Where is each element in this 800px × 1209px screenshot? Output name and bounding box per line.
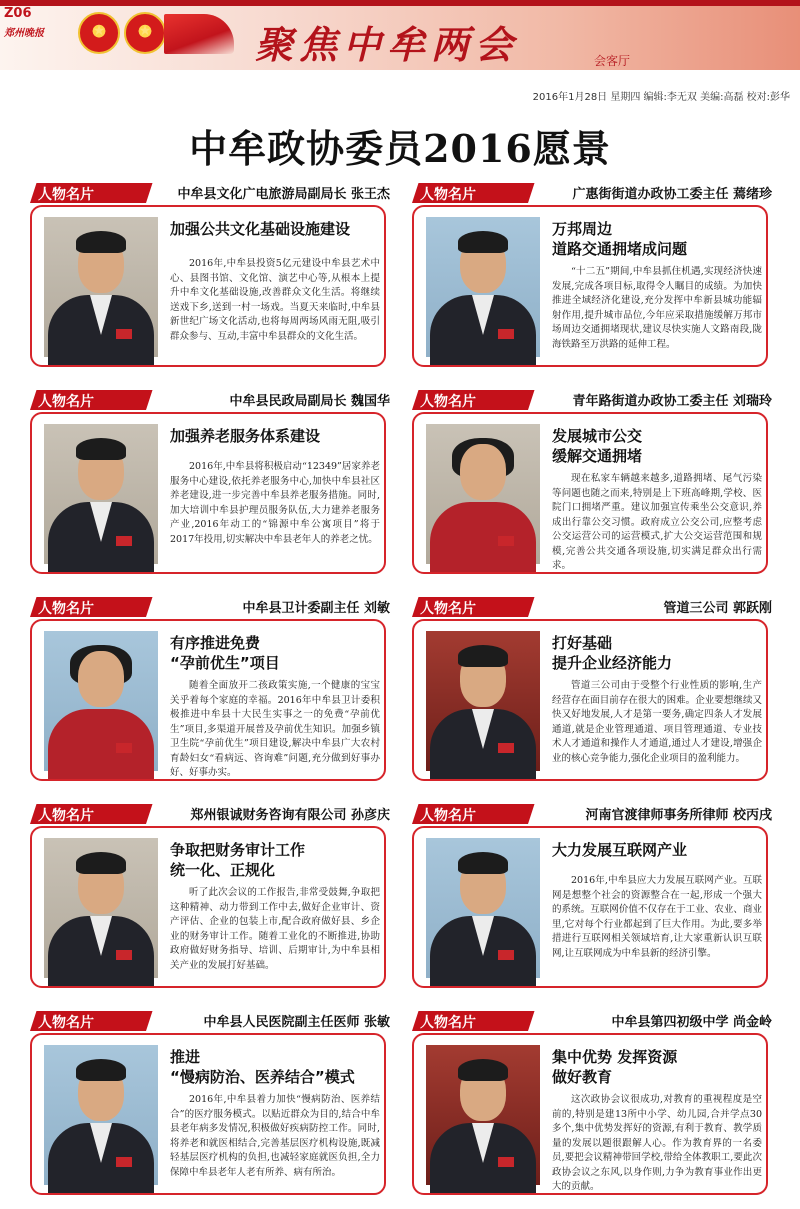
person-card-7 xyxy=(412,804,772,996)
tag-label: 人物名片 xyxy=(420,808,476,824)
card-frame xyxy=(30,826,386,988)
person-card-0 xyxy=(30,183,390,375)
page-header xyxy=(0,0,800,70)
tag-label: 人物名片 xyxy=(38,601,94,617)
person-position: 中牟县文化广电旅游局副局长 张王杰 xyxy=(177,187,390,202)
tag-label: 人物名片 xyxy=(420,394,476,410)
card-frame xyxy=(412,619,768,781)
person-card-3 xyxy=(412,390,772,582)
person-card-8 xyxy=(30,1011,390,1203)
person-card-5 xyxy=(412,597,772,789)
card-body: 随着全面放开二孩政策实施,一个健康的宝宝关乎着每个家庭的幸福。2016年中牟县卫计委积极推进中牟县十大民生实事之一的免费“孕前优生”项目,多渠道开展普及孕前优生知识。加强乡镇卫生院“孕前优生”项目建设,解决中牟县广大农村育龄妇女“看病远、咨询难”问题,充分做到好事办好、好事办实。 xyxy=(170,680,380,778)
date-editor-line: 2016年1月28日 星期四 编辑:李无双 美编:高磊 校对:彭华 xyxy=(532,92,790,103)
portrait-photo xyxy=(44,217,158,357)
page-number: Z06 xyxy=(4,6,32,21)
person-position: 青年路街道办政协工委主任 刘瑞玲 xyxy=(572,394,772,409)
card-frame xyxy=(412,205,768,367)
person-position: 河南官渡律师事务所律师 校丙戌 xyxy=(585,808,772,823)
banner-title: 聚焦中牟两会 xyxy=(255,22,520,67)
tag-label: 人物名片 xyxy=(420,187,476,203)
red-flag-decoration xyxy=(164,14,234,54)
portrait-photo xyxy=(44,1045,158,1185)
card-frame xyxy=(412,826,768,988)
banner-subtitle: 会客厅 xyxy=(594,54,631,68)
portrait-photo xyxy=(426,217,540,357)
card-body: 2016年,中牟县投资5亿元建设中牟县艺术中心、县图书馆、文化馆、演艺中心等,从根本上提升中牟文化基础设施,改善群众文化生活。将继续送戏下乡,送到一村一场戏。当夏天来临时,中牟县新世纪广场文化活动,也将每周两场风雨无阻,吸引群众参与、互动,丰富中牟县群众的文化生活。 xyxy=(170,258,380,342)
card-frame xyxy=(412,412,768,574)
person-card-2 xyxy=(30,390,390,582)
card-body: 2016年,中牟县应大力发展互联网产业。互联网是想整个社会的资源整合在一起,形成一个强大的系统。互联网价值不仅存在于工业、农业、商业里,它对每个行业都起到了巨大作用。为此,要多举措进行互联网相关领域培育,让大家重新认识互联网,让互联网成为中牟县新的经济引擎。 xyxy=(552,875,762,959)
tag-label: 人物名片 xyxy=(38,808,94,824)
person-position: 中牟县人民医院副主任医师 张敏 xyxy=(203,1015,390,1030)
main-title: 中牟政协委员2016愿景 xyxy=(189,126,611,171)
cppcc-emblem-icon: ★ xyxy=(124,12,166,54)
card-headline: 万邦周边 道路交通拥堵成问题 xyxy=(552,220,688,258)
card-headline: 争取把财务审计工作 统一化、正规化 xyxy=(170,841,306,879)
card-body: “十二五”期间,中牟县抓住机遇,实现经济快速发展,完成各项目标,取得令人瞩目的成绩。为加快推进全域经济化建设,充分发挥中牟新县城功能辐射作用,提升城市品位,今年应采取措施缓解万邦市场周边交通拥堵现状,建议尽快实施人文路南段,陇海铁路至万洪路的延伸工程。 xyxy=(552,266,762,350)
card-headline: 加强养老服务体系建设 xyxy=(170,427,321,445)
person-card-1 xyxy=(412,183,772,375)
card-frame xyxy=(412,1033,768,1195)
card-headline: 集中优势 发挥资源 做好教育 xyxy=(552,1048,678,1086)
card-headline: 加强公共文化基础设施建设 xyxy=(170,220,351,238)
card-frame xyxy=(30,205,386,367)
card-headline: 打好基础 提升企业经济能力 xyxy=(552,634,673,672)
card-frame xyxy=(30,1033,386,1195)
tag-label: 人物名片 xyxy=(38,1015,94,1031)
portrait-photo xyxy=(44,631,158,771)
card-body: 管道三公司由于受整个行业性质的影响,生产经营存在面目前存在很大的困难。企业要想继续又快又好地发展,人才是第一要务,确定四条人才发展通道,就是企业管理通道、项目管理通道、专业技术人才通道和操作人才通道,通过人才建设,增强企业的核心竞争能力,强化企业项目的盈利能力。 xyxy=(552,680,762,764)
portrait-photo xyxy=(426,838,540,978)
tag-label: 人物名片 xyxy=(38,394,94,410)
card-headline: 大力发展互联网产业 xyxy=(552,841,688,859)
person-position: 中牟县民政局副局长 魏国华 xyxy=(229,394,390,409)
card-body: 2016年,中牟县着力加快“慢病防治、医养结合”的医疗服务模式。以贴近群众为目的,结合中牟县老年病多发情况,积极做好疾病防控工作。同时,将养老和就医相结合,完善基层医疗机构设施,既减轻基层医疗机构的负担,也减轻家庭就医负担,全力保障中牟县老年人老有所养、病有所治。 xyxy=(170,1094,380,1178)
card-body: 这次政协会议很成功,对教育的重视程度是空前的,特别是建13所中小学、幼儿园,合并学点30多个,集中优势发挥好的资源,有利于教育、教学质量的发展以题很跟解人心。作为教育界的一名委员,要把会议精神带回学校,带给全体教职工,要此次政协会议之东风,以身作则,力争为教育事业作出更大的贡献。 xyxy=(552,1094,762,1192)
tag-label: 人物名片 xyxy=(420,1015,476,1031)
card-body: 2016年,中牟县将积极启动“12349”居家养老服务中心建设,依托养老服务中心,加快中牟县社区养老建设,进一步完善中牟县养老服务措施。同时,加大培训中牟县护理员服务队伍,大力建养老服务产业,2016年动工的“锦源中牟公寓项目”将于2017年投用,切实解决中牟县老年人的养老之忧。 xyxy=(170,461,380,545)
portrait-photo xyxy=(44,424,158,564)
person-position: 中牟县卫计委副主任 刘敏 xyxy=(242,601,390,616)
person-position: 郑州银诚财务咨询有限公司 孙彦庆 xyxy=(190,808,390,823)
card-headline: 发展城市公交 缓解交通拥堵 xyxy=(552,427,643,465)
card-headline: 推进 “慢病防治、医养结合”模式 xyxy=(170,1048,355,1086)
person-card-6 xyxy=(30,804,390,996)
portrait-photo xyxy=(426,631,540,771)
paper-name: 郑州晚报 xyxy=(4,28,44,39)
person-position: 广惠街街道办政协工委主任 蔫绪珍 xyxy=(572,187,772,202)
card-headline: 有序推进免费 “孕前优生”项目 xyxy=(170,634,280,672)
portrait-photo xyxy=(426,424,540,564)
person-position: 管道三公司 郭跃刚 xyxy=(663,601,772,616)
person-card-4 xyxy=(30,597,390,789)
person-card-9 xyxy=(412,1011,772,1203)
national-emblem-icon: ★ xyxy=(78,12,120,54)
tag-label: 人物名片 xyxy=(38,187,94,203)
card-body: 听了此次会议的工作报告,非常受鼓舞,争取把这种精神、动力带到工作中去,做好企业审计、资产评估、企业的包装上市,配合政府做好县、乡企业的财务审计工作。随着工业化的不断推进,协助政府做好财务指导、培训、后期审计,为中牟县相关产业的发展打好基础。 xyxy=(170,887,380,971)
tag-label: 人物名片 xyxy=(420,601,476,617)
portrait-photo xyxy=(426,1045,540,1185)
header-band xyxy=(0,0,800,6)
card-frame xyxy=(30,619,386,781)
person-position: 中牟县第四初级中学 尚金岭 xyxy=(611,1015,772,1030)
card-frame xyxy=(30,412,386,574)
card-body: 现在私家车辆越来越多,道路拥堵、尾气污染等问题也随之而来,特别是上下班高峰期,学校、医院门口拥堵严重。建议加强宣传乘坐公交意识,养成出行靠公交习惯。政府成立公交公司,应整考虑公交运营公司的运营模式,扩大公交运营范围和规模,完善公共交通各项设施,切实满足群众出行需求。 xyxy=(552,473,762,571)
portrait-photo xyxy=(44,838,158,978)
